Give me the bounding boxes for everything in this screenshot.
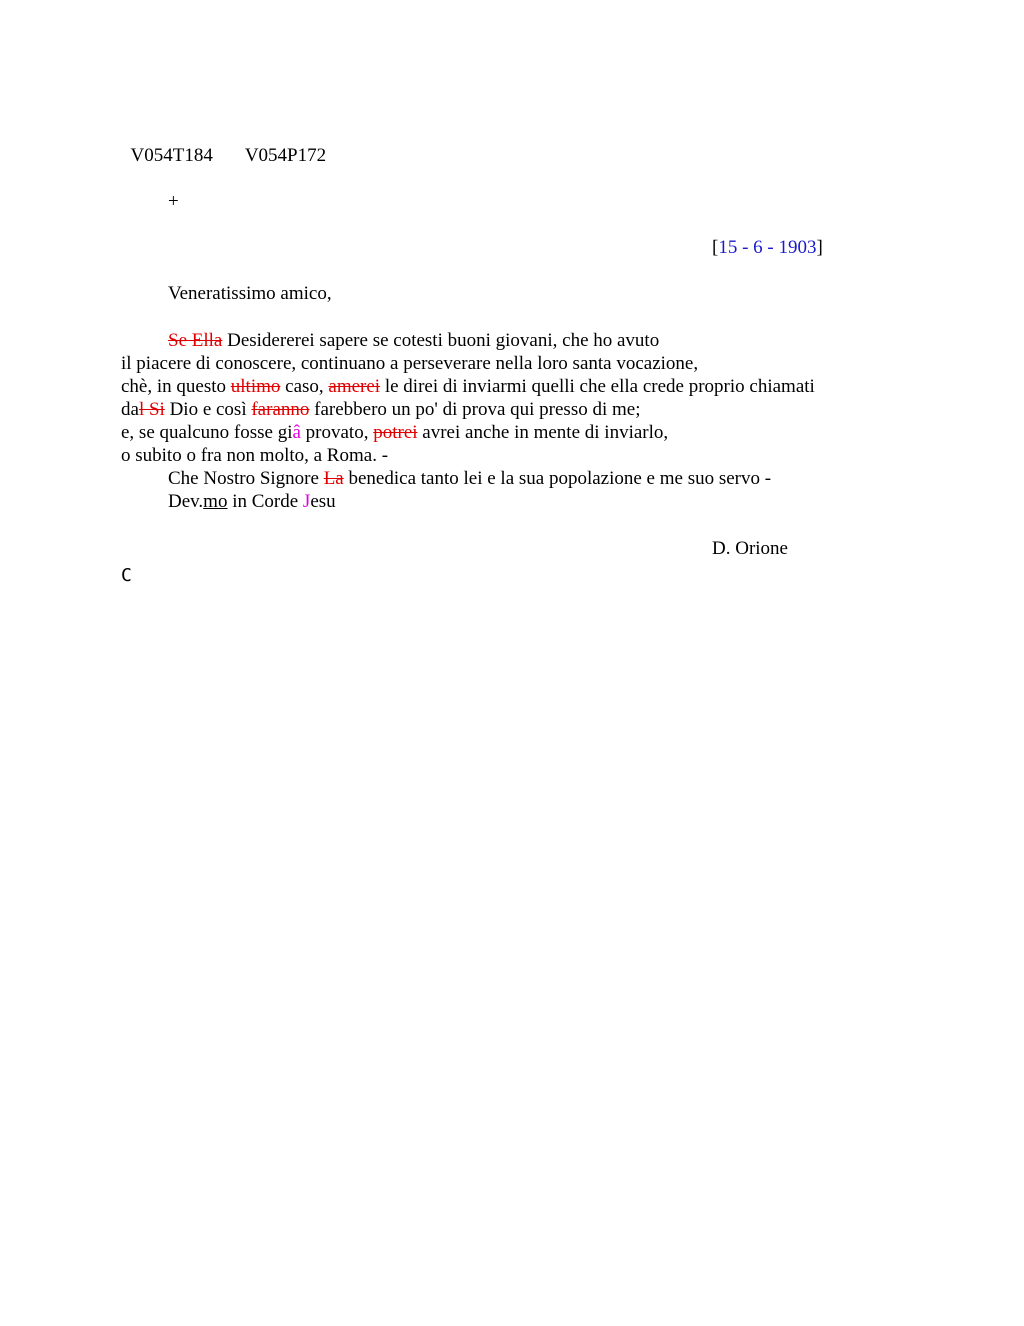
line-text: provato, bbox=[300, 422, 374, 443]
letter-date bbox=[712, 236, 823, 259]
line-text: Dev. bbox=[168, 491, 204, 512]
corrected-letter: â bbox=[292, 422, 301, 443]
body-line-7 bbox=[168, 467, 771, 490]
line-text: benedica tanto lei e la sua popolazione e me suo servo - bbox=[343, 468, 772, 489]
corrected-letter: J bbox=[302, 491, 311, 512]
line-text: in Corde bbox=[227, 491, 303, 512]
signature: D. Orione bbox=[712, 538, 788, 559]
body-line-6: o subito o fra non molto, a Roma. - bbox=[121, 445, 389, 466]
line-text: esu bbox=[310, 491, 336, 512]
volume-text-code: V054T184 bbox=[130, 145, 213, 166]
cross-mark: + bbox=[168, 191, 179, 212]
date-bracket-open: [ bbox=[712, 237, 719, 258]
body-line-2: il piacere di conoscere, continuano a perseverare nella loro santa vocazione, bbox=[121, 353, 699, 374]
deleted-text: Se Ella bbox=[168, 330, 223, 351]
body-line-3 bbox=[121, 375, 815, 398]
date-bracket-close: ] bbox=[816, 237, 823, 258]
line-text: caso, bbox=[280, 376, 329, 397]
line-text: farebbero un po' di prova qui presso di me; bbox=[309, 399, 641, 420]
salutation: Veneratissimo amico, bbox=[168, 283, 332, 304]
line-text: e, se qualcuno fosse gi bbox=[121, 422, 293, 443]
date-value: 15 - 6 - 1903 bbox=[718, 237, 817, 258]
line-text: le direi di inviarmi quelli che ella crede proprio chiamati bbox=[380, 376, 815, 397]
body-line-4 bbox=[121, 398, 640, 421]
volume-page-code: V054P172 bbox=[244, 145, 327, 166]
line-text: Desidererei sapere se cotesti buoni giovani, che ho avuto bbox=[222, 330, 660, 351]
deleted-text: potrei bbox=[373, 422, 418, 443]
underlined-text: mo bbox=[203, 491, 228, 512]
line-text: da bbox=[121, 399, 139, 420]
body-line-1 bbox=[168, 329, 659, 352]
line-text: Dio e così bbox=[164, 399, 252, 420]
line-text: avrei anche in mente di inviarlo, bbox=[417, 422, 669, 443]
body-line-5 bbox=[121, 421, 668, 444]
line-text: chè, in questo bbox=[121, 376, 231, 397]
deleted-text: amerei bbox=[328, 376, 381, 397]
deleted-text: l Si bbox=[138, 399, 165, 420]
footer-mark: C bbox=[121, 565, 132, 586]
closing-line bbox=[168, 490, 336, 513]
line-text: Che Nostro Signore bbox=[168, 468, 324, 489]
document-codes bbox=[121, 121, 326, 167]
deleted-text: La bbox=[323, 468, 344, 489]
deleted-text: ultimo bbox=[230, 376, 281, 397]
deleted-text: faranno bbox=[251, 399, 310, 420]
